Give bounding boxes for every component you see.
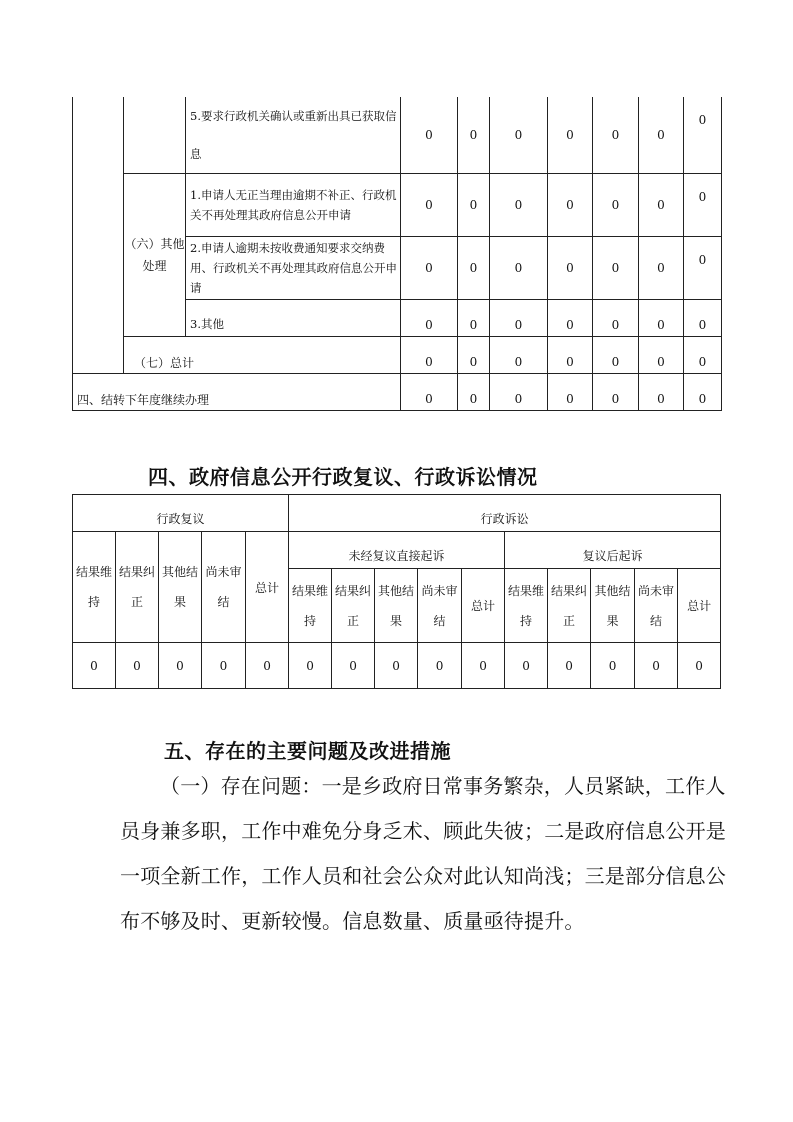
cell-value: 0 xyxy=(548,97,593,174)
cell-value: 0 xyxy=(548,337,593,374)
col-pending: 尚未审结 xyxy=(418,569,462,643)
cell-value: 0 xyxy=(490,237,548,300)
cell-value: 0 xyxy=(548,300,593,337)
cell-value: 0 xyxy=(591,643,635,689)
cell-value: 0 xyxy=(458,337,490,374)
cell-value: 0 xyxy=(684,337,722,374)
section-5-body xyxy=(120,764,730,944)
cell-value: 0 xyxy=(458,97,490,174)
cell-value: 0 xyxy=(639,337,684,374)
cell-value: 0 xyxy=(639,374,684,411)
category-cell xyxy=(124,97,186,174)
cell-value: 0 xyxy=(458,374,490,411)
admin-review-header: 行政复议 xyxy=(73,495,289,532)
cell-value: 0 xyxy=(593,237,639,300)
cell-value: 0 xyxy=(458,237,490,300)
cell-value: 0 xyxy=(684,174,722,237)
admin-litigation-header: 行政诉讼 xyxy=(289,495,721,532)
col-total: 总计 xyxy=(678,569,721,643)
row-label: 2.申请人逾期未按收费通知要求交纳费用、行政机关不再处理其政府信息公开申请 xyxy=(186,237,401,300)
cell-value: 0 xyxy=(418,643,462,689)
disclosure-handling-table xyxy=(72,97,722,411)
col-upheld: 结果维持 xyxy=(73,532,116,643)
cell-value: 0 xyxy=(490,97,548,174)
cell-value: 0 xyxy=(684,374,722,411)
cell-value: 0 xyxy=(548,174,593,237)
cell-value: 0 xyxy=(593,300,639,337)
cell-value: 0 xyxy=(401,374,458,411)
cell-value: 0 xyxy=(684,300,722,337)
cell-value: 0 xyxy=(401,174,458,237)
col-other: 其他结果 xyxy=(591,569,635,643)
cell-value: 0 xyxy=(593,174,639,237)
table-row xyxy=(73,174,722,237)
section-5-title: 五、存在的主要问题及改进措施 xyxy=(164,739,451,763)
cell-value: 0 xyxy=(639,300,684,337)
cell-value: 0 xyxy=(375,643,418,689)
col-pending: 尚未审结 xyxy=(202,532,246,643)
direct-suit-header: 未经复议直接起诉 xyxy=(289,532,505,569)
cell-value: 0 xyxy=(635,643,678,689)
cell-value: 0 xyxy=(490,337,548,374)
row-label: 5.要求行政机关确认或重新出具已获取信息 xyxy=(186,97,401,174)
cell-value: 0 xyxy=(202,643,246,689)
cell-value: 0 xyxy=(159,643,202,689)
col-corrected: 结果纠正 xyxy=(548,569,591,643)
cell-value: 0 xyxy=(401,237,458,300)
cell-value: 0 xyxy=(490,174,548,237)
cell-value: 0 xyxy=(458,300,490,337)
cell-value: 0 xyxy=(684,97,722,174)
cell-value: 0 xyxy=(593,97,639,174)
cell-value: 0 xyxy=(246,643,289,689)
cell-value: 0 xyxy=(548,237,593,300)
row-label: 四、结转下年度继续办理 xyxy=(73,374,401,411)
cell-value: 0 xyxy=(548,643,591,689)
cell-value: 0 xyxy=(490,374,548,411)
col-total: 总计 xyxy=(462,569,505,643)
cell-value: 0 xyxy=(401,300,458,337)
cell-value: 0 xyxy=(684,237,722,300)
col-other: 其他结果 xyxy=(159,532,202,643)
col-upheld: 结果维持 xyxy=(289,569,332,643)
cell-value: 0 xyxy=(401,97,458,174)
section-4-title: 四、政府信息公开行政复议、行政诉讼情况 xyxy=(148,465,538,489)
row-label: 3.其他 xyxy=(186,300,401,337)
cell-value: 0 xyxy=(548,374,593,411)
cell-value: 0 xyxy=(639,97,684,174)
col-total: 总计 xyxy=(246,532,289,643)
cell-value: 0 xyxy=(462,643,505,689)
cell-value: 0 xyxy=(458,174,490,237)
cell-value: 0 xyxy=(332,643,375,689)
table-row xyxy=(73,337,722,374)
cell-value: 0 xyxy=(678,643,721,689)
cell-value: 0 xyxy=(505,643,548,689)
after-review-header: 复议后起诉 xyxy=(505,532,721,569)
col-upheld: 结果维持 xyxy=(505,569,548,643)
cell-value: 0 xyxy=(593,374,639,411)
cell-value: 0 xyxy=(639,174,684,237)
table-row xyxy=(73,643,721,689)
cell-value: 0 xyxy=(73,643,116,689)
cell-value: 0 xyxy=(639,237,684,300)
cell-value: 0 xyxy=(593,337,639,374)
outer-category-cell xyxy=(73,97,124,374)
category-label: （六）其他处理 xyxy=(124,174,186,337)
col-pending: 尚未审结 xyxy=(635,569,678,643)
row-label: 1.申请人无正当理由逾期不补正、行政机关不再处理其政府信息公开申请 xyxy=(186,174,401,237)
cell-value: 0 xyxy=(116,643,159,689)
review-litigation-table xyxy=(72,494,721,689)
cell-value: 0 xyxy=(289,643,332,689)
cell-value: 0 xyxy=(401,337,458,374)
col-corrected: 结果纠正 xyxy=(332,569,375,643)
table-row xyxy=(73,97,722,174)
col-other: 其他结果 xyxy=(375,569,418,643)
cell-value: 0 xyxy=(490,300,548,337)
row-label: （七）总计 xyxy=(124,337,401,374)
table-row xyxy=(73,374,722,411)
col-corrected: 结果纠正 xyxy=(116,532,159,643)
problems-paragraph: （一）存在问题：一是乡政府日常事务繁杂，人员紧缺，工作人员身兼多职，工作中难免分身乏术、顾此失彼；二是政府信息公开是一项全新工作，工作人员和社会公众对此认知尚浅；三是部分信息公布不够及时、更新较慢。信息数量、质量亟待提升。 xyxy=(120,774,726,933)
